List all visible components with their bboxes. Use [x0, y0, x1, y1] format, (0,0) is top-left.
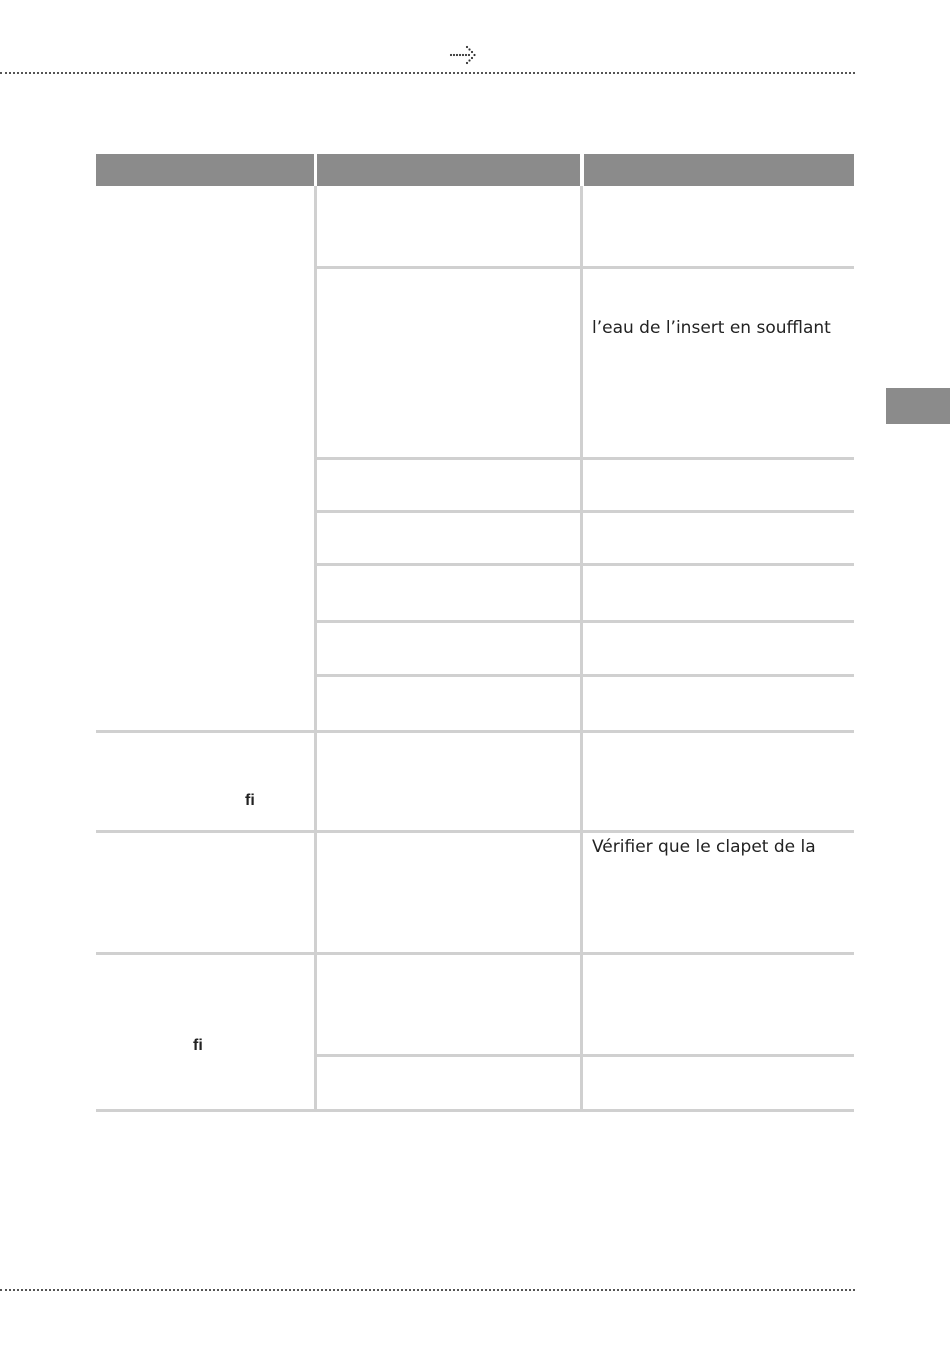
cell-text: Vérifier que le clapet de la [592, 837, 816, 857]
group-divider [96, 830, 854, 833]
dotted-arrow-right-icon [449, 44, 479, 66]
cell-glyph: fi [193, 1037, 203, 1054]
cell-text: l’eau de l’insert en soufflant [592, 318, 831, 338]
chapter-tab [886, 388, 950, 424]
row-divider [317, 457, 854, 460]
group-divider [96, 730, 854, 733]
cell-glyph: fi [245, 792, 255, 809]
column-divider-1 [314, 186, 317, 1111]
row-divider [317, 1054, 854, 1057]
table-header-col3 [584, 154, 854, 186]
table-header-col1 [96, 154, 314, 186]
row-divider [317, 563, 854, 566]
row-divider [317, 266, 854, 269]
row-divider [317, 620, 854, 623]
table-header-col2 [317, 154, 580, 186]
row-divider [317, 674, 854, 677]
bottom-dotted-divider [0, 1289, 855, 1291]
column-divider-2 [580, 186, 583, 1111]
top-dotted-divider [0, 72, 855, 74]
group-divider [96, 952, 854, 955]
table-bottom-rule [96, 1109, 854, 1112]
row-divider [317, 510, 854, 513]
